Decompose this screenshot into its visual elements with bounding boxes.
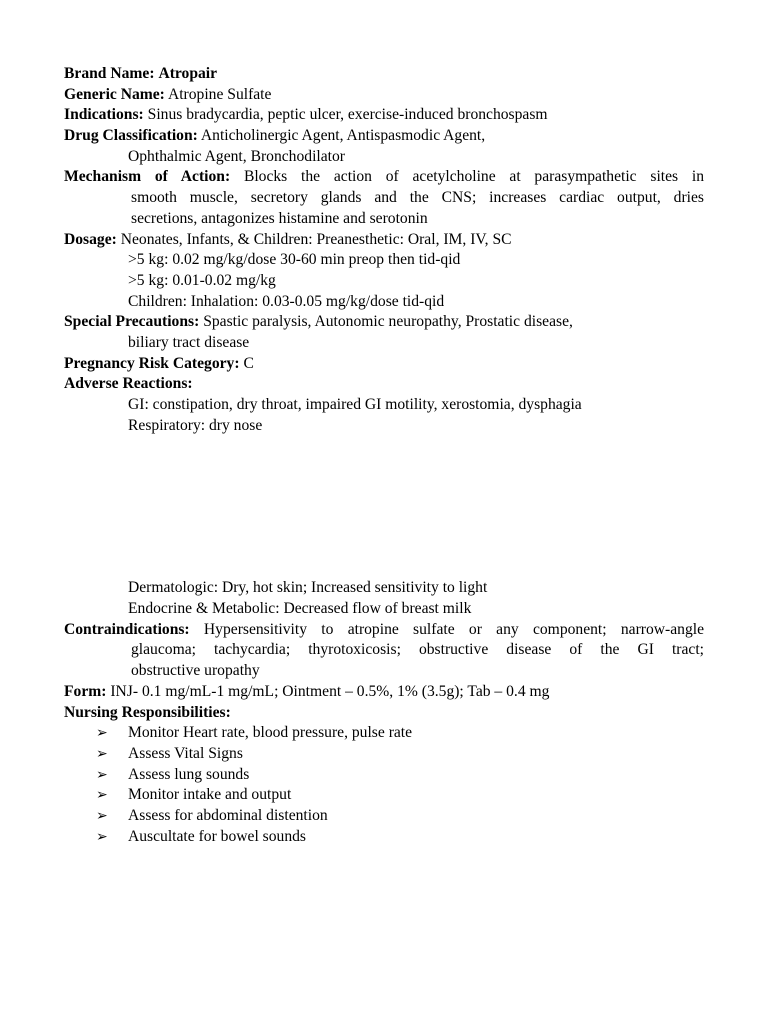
pregnancy-value: C [243, 354, 254, 372]
contraindications-row [64, 620, 704, 641]
nursing-item-text: Auscultate for bowel sounds [128, 827, 306, 845]
nursing-item-text: Assess Vital Signs [128, 744, 243, 762]
list-item [64, 765, 704, 786]
list-item [64, 744, 704, 765]
classification-label: Drug Classification: [64, 127, 198, 145]
contraindications-value-line1: Hypersensitivity to atropine sulfate or any component; narrow-angle [203, 620, 704, 638]
mechanism-row [64, 167, 704, 188]
adverse-respiratory: Respiratory: dry nose [128, 416, 263, 434]
dosage-value-line3: >5 kg: 0.01-0.02 mg/kg [128, 271, 276, 289]
list-item [64, 806, 704, 827]
arrow-bullet-icon: ➢ [96, 745, 108, 762]
indications-row [64, 105, 704, 126]
nursing-item-text: Monitor intake and output [128, 786, 292, 804]
list-item [64, 785, 704, 806]
nursing-item-text: Assess for abdominal distention [128, 806, 328, 824]
form-value: INJ- 0.1 mg/mL-1 mg/mL; Ointment – 0.5%, 1% (3.5g); Tab – 0.4 mg [110, 682, 550, 700]
drug-study-document [64, 64, 704, 847]
form-row [64, 682, 704, 703]
generic-name-value: Atropine Sulfate [167, 85, 272, 103]
dosage-value-line1: Neonates, Infants, & Children: Preanesthetic: Oral, IM, IV, SC [120, 230, 512, 248]
arrow-bullet-icon: ➢ [96, 807, 108, 824]
adverse-label: Adverse Reactions: [64, 375, 193, 393]
arrow-bullet-icon: ➢ [96, 725, 108, 742]
indications-label: Indications: [64, 106, 144, 124]
indications-value: Sinus bradycardia, peptic ulcer, exercise-induced bronchospasm [147, 106, 548, 124]
brand-name-value: Atropair [158, 65, 218, 82]
list-item [64, 827, 704, 848]
generic-name-row [64, 85, 704, 106]
mechanism-value-line2: smooth muscle, secretory glands and the CNS; increases cardiac output, dries [131, 189, 704, 207]
adverse-dermatologic: Dermatologic: Dry, hot skin; Increased sensitivity to light [128, 579, 488, 597]
nursing-item-text: Assess lung sounds [128, 765, 250, 783]
generic-name-label: Generic Name: [64, 85, 165, 103]
mechanism-label: Mechanism of Action: [64, 168, 231, 186]
dosage-label: Dosage: [64, 230, 117, 248]
brand-name-label: Brand Name: [64, 65, 155, 82]
contraindications-label: Contraindications: [64, 620, 190, 638]
arrow-bullet-icon: ➢ [96, 787, 108, 804]
blank-space [64, 436, 704, 578]
arrow-bullet-icon: ➢ [96, 828, 108, 845]
list-item [64, 723, 704, 744]
precautions-row [64, 312, 704, 333]
nursing-item-text: Monitor Heart rate, blood pressure, pulse rate [128, 724, 413, 742]
pregnancy-label: Pregnancy Risk Category: [64, 354, 240, 372]
adverse-endocrine: Endocrine & Metabolic: Decreased flow of breast milk [128, 600, 472, 618]
mechanism-value-line1: Blocks the action of acetylcholine at parasympathetic sites in [243, 168, 705, 186]
pregnancy-row [64, 354, 704, 375]
dosage-value-line4: Children: Inhalation: 0.03-0.05 mg/kg/dose tid-qid [128, 292, 445, 310]
contraindications-value-line3: obstructive uropathy [131, 662, 260, 680]
precautions-label: Special Precautions: [64, 313, 200, 331]
precautions-value-line1: Spastic paralysis, Autonomic neuropathy, Prostatic disease, [203, 313, 573, 331]
dosage-value-line2: >5 kg: 0.02 mg/kg/dose 30-60 min preop then tid-qid [128, 251, 461, 269]
contraindications-value-line2: glaucoma; tachycardia; thyrotoxicosis; obstructive disease of the GI tract; [131, 641, 704, 659]
dosage-row [64, 230, 704, 251]
brand-name-row [64, 64, 704, 85]
nursing-label: Nursing Responsibilities: [64, 703, 231, 721]
classification-value-line2: Ophthalmic Agent, Bronchodilator [128, 147, 345, 165]
classification-value-line1: Anticholinergic Agent, Antispasmodic Agent, [200, 127, 486, 145]
classification-row [64, 126, 704, 147]
form-label: Form: [64, 682, 107, 700]
arrow-bullet-icon: ➢ [96, 766, 108, 783]
mechanism-value-line3: secretions, antagonizes histamine and serotonin [131, 209, 428, 227]
precautions-value-line2: biliary tract disease [128, 333, 250, 351]
adverse-gi: GI: constipation, dry throat, impaired GI motility, xerostomia, dysphagia [128, 396, 582, 413]
